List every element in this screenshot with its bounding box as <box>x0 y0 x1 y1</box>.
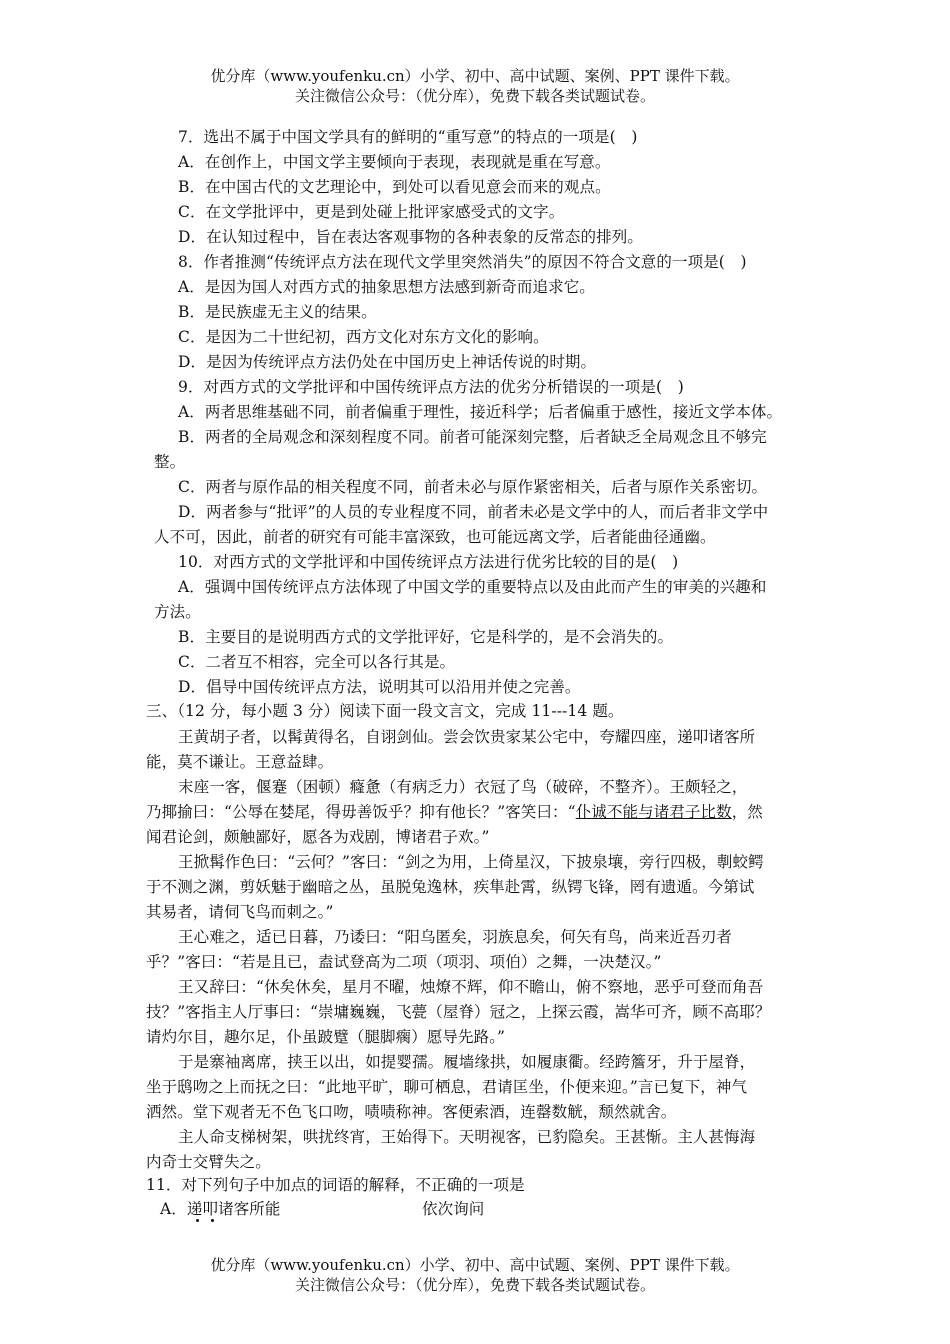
passage-p3-line-1: 王掀髯作色曰：“云何？”客曰：“剑之为用，上倚星汉，下披泉壤，旁行四极，剸蛟鳄 <box>178 853 764 871</box>
passage-p6-line-2: 坐于鸱吻之上而抚之曰：“此地平旷，聊可栖息，君请匡坐，仆便来迎。”言已复下，神气 <box>146 1078 748 1096</box>
passage-p7-line-1: 主人命支梯树架，哄扰终宵，王始得下。天明视客，已豹隐矣。王甚惭。主人甚悔海 <box>178 1128 756 1146</box>
q9-stem: 9．对西方式的文学批评和中国传统评点方法的优劣分析错误的一项是( ) <box>178 378 684 396</box>
passage-p7-line-2: 内奇士交臂失之。 <box>146 1153 271 1171</box>
q11-option-a-gloss: 依次询问 <box>422 1200 485 1218</box>
q7-option-b: B．在中国古代的文艺理论中，到处可以看见意会而来的观点。 <box>178 178 611 196</box>
section-3-heading: 三、（12 分，每小题 3 分）阅读下面一段文言文，完成 11---14 题。 <box>146 702 624 720</box>
q10-option-d: D．倡导中国传统评点方法，说明其可以沿用并使之完善。 <box>178 678 581 696</box>
passage-p3-line-3: 其易者，请伺飞鸟而刺之。” <box>146 903 334 921</box>
passage-p5-line-1: 王又辞曰：“休矣休矣，星月不曜，烛燎不辉，仰不瞻山，俯不察地，恶乎可登而角吾 <box>178 978 764 996</box>
q11-option-a-sentence: A．递叩诸客所能 <box>160 1200 281 1218</box>
q9-option-b-line-2: 整。 <box>154 453 186 471</box>
q7-option-d: D．在认知过程中，旨在表达客观事物的各种表象的反常态的排列。 <box>178 228 643 246</box>
q9-option-d-line-2: 人不可，因此，前者的研究有可能丰富深致，也可能远离文学，后者能曲径通幽。 <box>154 528 716 546</box>
passage-p6-line-3: 洒然。堂下观者无不色飞口吻，啧啧称神。客便索酒，连罄数觥，颓然就舍。 <box>146 1103 677 1121</box>
q8-option-c: C．是因为二十世纪初，西方文化对东方文化的影响。 <box>178 328 549 346</box>
passage-p5-line-2: 技？”客指主人厅事曰：“崇墉巍巍，飞甍（屋脊）冠之，上探云霞，嵩华可齐，顾不高耶？ <box>146 1003 771 1021</box>
passage-p2-line-2: 乃揶揄曰：“公辱在婪尾，得毋善饭乎？抑有他长？”客笑曰：“仆诚不能与诸君子比数，然 <box>146 803 763 821</box>
q10-option-a-line-1: A．强调中国传统评点方法体现了中国文学的重要特点以及由此而产生的审美的兴趣和 <box>178 578 767 596</box>
q10-stem: 10．对西方式的文学批评和中国传统评点方法进行优劣比较的目的是( ) <box>178 553 679 571</box>
passage-p4-line-1: 王心难之，适已日暮，乃诿曰：“阳乌匿矣，羽族息矣，何矢有鸟，尚来近吾刃者 <box>178 928 733 946</box>
q10-option-c: C．二者互不相容，完全可以各行其是。 <box>178 653 456 671</box>
passage-p1-line-1: 王黄胡子者，以髯黄得名，自诩剑仙。尝会饮贵家某公宅中，夸耀四座，递叩诸客所 <box>178 728 756 746</box>
header-line-1: 优分库（www.youfenku.cn）小学、初中、高中试题、案例、PPT 课件下载。 <box>210 67 740 85</box>
q8-stem: 8．作者推测“传统评点方法在现代文学里突然消失”的原因不符合文意的一项是( ) <box>178 253 747 271</box>
q9-option-b-line-1: B．两者的全局观念和深刻程度不同。前者可能深刻完整，后者缺乏全局观念且不够完 <box>178 428 767 446</box>
passage-p4-line-2: 乎？”客曰：“若是且已，盍试登高为二项（项羽、项伯）之舞，一决楚汉。” <box>146 953 662 971</box>
q8-option-a: A．是因为国人对西方式的抽象思想方法感到新奇而追求它。 <box>178 278 595 296</box>
q7-option-a: A．在创作上，中国文学主要倾向于表现，表现就是重在写意。 <box>178 153 611 171</box>
emphasis-dot <box>196 1219 199 1222</box>
q9-option-a: A．两者思维基础不同，前者偏重于理性，接近科学；后者偏重于感性，接近文学本体。 <box>178 403 783 421</box>
emphasis-dot <box>211 1219 214 1222</box>
q9-option-d-line-1: D．两者参与“批评”的人员的专业程度不同，前者未必是文学中的人，而后者非文学中 <box>178 503 769 521</box>
q10-option-b: B．主要目的是说明西方式的文学批评好，它是科学的，是不会消失的。 <box>178 628 674 646</box>
passage-p6-line-1: 于是寨袖离席，挟王以出，如提婴孺。履墙缘拱，如履康衢。经跨簷牙，升于屋脊， <box>178 1053 756 1071</box>
page-header <box>0 66 950 106</box>
q7-stem: 7．选出不属于中国文学具有的鲜明的“重写意”的特点的一项是( ) <box>178 128 638 146</box>
q11-stem: 11．对下列句子中加点的词语的解释，不正确的一项是 <box>146 1176 525 1194</box>
q9-option-c: C．两者与原作品的相关程度不同，前者未必与原作紧密相关，后者与原作关系密切。 <box>178 478 768 496</box>
passage-p1-line-2: 能，莫不谦让。王意益肆。 <box>146 753 334 771</box>
footer-line-1: 优分库（www.youfenku.cn）小学、初中、高中试题、案例、PPT 课件下载。 <box>210 1256 740 1274</box>
q8-option-b: B．是民族虚无主义的结果。 <box>178 303 377 321</box>
underlined-sentence: 仆诚不能与诸君子比数 <box>575 803 732 821</box>
passage-p3-line-2: 于不测之渊，剪妖魅于幽暗之丛，虽脱兔逸林，疾隼赴霄，纵锷飞锋，罔有遗遁。今第试 <box>146 878 755 896</box>
passage-p5-line-3: 请灼尔目，趣尔足，仆虽跛躄（腿脚瘸）愿导先路。” <box>146 1028 506 1046</box>
header-line-2: 关注微信公众号：（优分库），免费下载各类试题试卷。 <box>294 87 655 105</box>
q10-option-a-line-2: 方法。 <box>154 603 201 621</box>
passage-p2-line-3: 闻君论剑，颇触鄙好，愿各为戏剧，博诸君子欢。” <box>146 828 490 846</box>
page-footer <box>0 1255 950 1295</box>
q7-option-c: C．在文学批评中，更是到处碰上批评家感受式的文字。 <box>178 203 565 221</box>
footer-line-2: 关注微信公众号：（优分库），免费下载各类试题试卷。 <box>294 1276 655 1294</box>
q8-option-d: D．是因为传统评点方法仍处在中国历史上神话传说的时期。 <box>178 353 597 371</box>
passage-p2-line-1: 末座一客，偃蹇（困顿）癃惫（有病乏力）衣冠了鸟（破碎，不整齐）。王颇轻之， <box>178 778 748 796</box>
